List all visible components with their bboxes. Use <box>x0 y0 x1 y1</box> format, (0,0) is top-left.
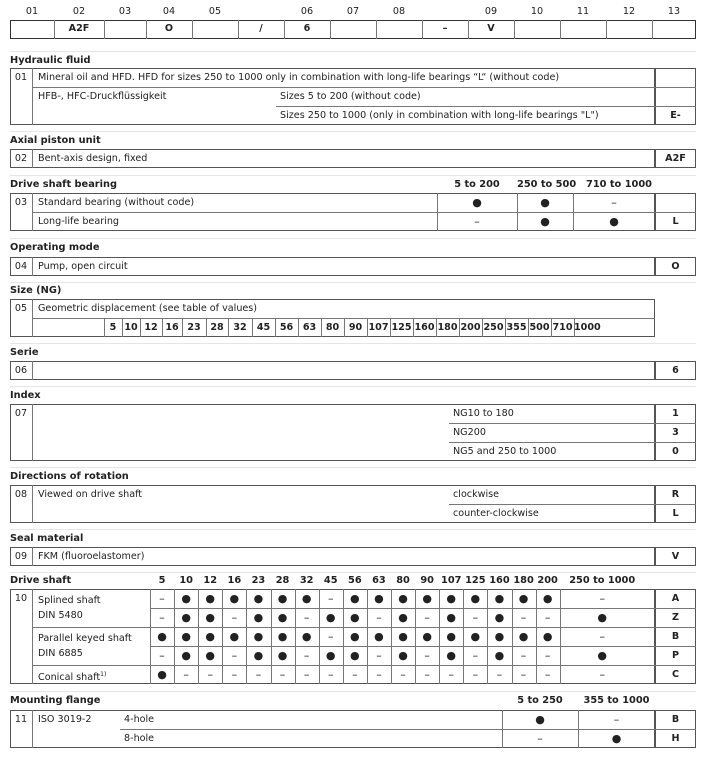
code-cell: Z <box>672 612 679 623</box>
availability-mark: ● <box>494 592 505 605</box>
code-e: E- <box>670 110 681 121</box>
shaft-type-label: Conical shaft$^{1)}$ <box>38 671 107 684</box>
col-header: 63 <box>372 575 386 586</box>
size-value: 45 <box>256 322 271 333</box>
availability-mark: ● <box>398 592 408 605</box>
availability-mark: ● <box>597 611 607 624</box>
code-r: R <box>671 489 680 500</box>
availability-mark: – <box>207 668 213 681</box>
availability-mark: – <box>544 668 551 681</box>
standard-label: ISO 3019-2 <box>38 714 92 725</box>
index-table <box>10 404 655 461</box>
availability-mark: ● <box>494 630 505 643</box>
pos-09: 09 <box>484 6 498 17</box>
availability-mark: – <box>159 592 165 605</box>
row-num: 07 <box>14 408 28 419</box>
size-value: 710 <box>552 322 573 333</box>
availability-mark: – <box>613 713 620 726</box>
availability-mark: – <box>496 668 503 681</box>
pos-04: 04 <box>162 6 176 17</box>
availability-mark: – <box>448 668 454 681</box>
pos-08: 08 <box>392 6 406 17</box>
col-header: 32 <box>299 575 314 586</box>
col-header: 125 <box>465 575 486 586</box>
availability-mark: – <box>424 649 430 662</box>
row-label: clockwise <box>453 489 500 500</box>
section-title-drive-shaft-bearing: Drive shaft bearing <box>10 179 117 190</box>
col-header: 23 <box>251 575 266 586</box>
size-value: 10 <box>124 322 138 333</box>
section-title-axial-piston-unit: Axial piston unit <box>10 135 101 146</box>
availability-mark: – <box>520 611 527 624</box>
availability-mark: – <box>255 668 262 681</box>
availability-mark: ● <box>205 592 216 605</box>
availability-mark: ● <box>205 630 216 643</box>
availability-mark: ● <box>277 649 288 662</box>
code-cell: 1 <box>672 408 679 419</box>
availability-mark: ● <box>277 611 288 624</box>
col-header: 16 <box>227 575 242 586</box>
availability-mark: – <box>183 668 189 681</box>
col-header: 250 to 1000 <box>569 575 636 586</box>
availability-mark: – <box>424 611 430 624</box>
col-header: 80 <box>396 575 410 586</box>
section-title-mounting-flange: Mounting flange <box>10 695 101 706</box>
row-label: HFB-, HFC-Druckflüssigkeit <box>38 91 167 102</box>
section-title-seal-material: Seal material <box>10 533 84 544</box>
availability-mark: – <box>159 649 165 662</box>
row-label: Pump, open circuit <box>38 261 128 272</box>
availability-mark: – <box>599 592 605 605</box>
availability-mark: ● <box>229 630 240 643</box>
availability-mark: ● <box>446 649 457 662</box>
shaft-type-label: DIN 6885 <box>38 648 83 659</box>
availability-mark: ● <box>398 611 408 624</box>
row-label: FKM (fluoroelastomer) <box>38 551 145 562</box>
availability-mark: ● <box>518 592 529 605</box>
code-l-rotation: L <box>672 508 679 519</box>
shaft-type-label: Parallel keyed shaft <box>38 633 132 644</box>
availability-mark: – <box>231 649 238 662</box>
availability-mark: – <box>327 668 334 681</box>
availability-mark: – <box>400 668 406 681</box>
section-title-size: Size (NG) <box>10 285 62 296</box>
availability-mark: ● <box>253 630 264 643</box>
availability-mark: ● <box>181 630 191 643</box>
availability-mark: – <box>472 668 479 681</box>
pos-11: 11 <box>576 6 590 17</box>
size-value: 80 <box>325 322 340 333</box>
availability-mark: ● <box>374 630 384 643</box>
section-title-serie: Serie <box>10 347 39 358</box>
availability-mark: ● <box>205 649 216 662</box>
code-o: O <box>164 23 174 34</box>
availability-mark: – <box>303 649 310 662</box>
availability-mark: ● <box>597 649 607 662</box>
availability-mark: – <box>520 649 527 662</box>
size-value: 200 <box>460 322 481 333</box>
code-box-row <box>10 20 696 39</box>
availability-mark: ● <box>470 592 481 605</box>
row-label: Bent-axis design, fixed <box>38 153 148 164</box>
availability-mark: – <box>231 668 238 681</box>
col-header: 10 <box>179 575 193 586</box>
row-label: Viewed on drive shaft <box>38 489 143 500</box>
availability-mark: ● <box>422 630 432 643</box>
size-value: 90 <box>348 322 363 333</box>
availability-mark: – <box>327 630 334 643</box>
col-header: 45 <box>323 575 338 586</box>
pos-02: 02 <box>72 6 86 17</box>
code-slash: / <box>259 23 263 34</box>
row-num: 10 <box>14 593 28 604</box>
availability-mark: ● <box>350 611 360 624</box>
row-num: 06 <box>14 365 28 376</box>
availability-mark: – <box>376 668 382 681</box>
code-v: V <box>487 23 495 34</box>
availability-mark: ● <box>472 196 482 209</box>
size-value: 500 <box>529 322 550 333</box>
availability-mark: ● <box>325 611 336 624</box>
availability-mark: – <box>472 611 479 624</box>
size-value: 180 <box>437 322 458 333</box>
availability-mark: ● <box>446 592 457 605</box>
availability-mark: – <box>520 668 527 681</box>
availability-mark: ● <box>398 630 408 643</box>
code-cell: 0 <box>672 446 679 457</box>
availability-mark: ● <box>540 215 550 228</box>
size-value: 125 <box>391 322 412 333</box>
pos-13: 13 <box>667 6 681 17</box>
availability-mark: ● <box>277 630 288 643</box>
code-cell: C <box>671 669 680 680</box>
availability-mark: – <box>231 611 238 624</box>
section-title-directions-of-rotation: Directions of rotation <box>10 471 129 482</box>
col-header: 250 to 500 <box>517 179 577 190</box>
availability-mark: – <box>303 668 310 681</box>
availability-mark: – <box>472 649 479 662</box>
col-header: 710 to 1000 <box>586 179 652 190</box>
row-num: 02 <box>14 153 28 164</box>
availability-mark: – <box>599 668 605 681</box>
availability-mark: ● <box>398 649 408 662</box>
availability-mark: – <box>159 611 165 624</box>
code-l: L <box>672 216 679 227</box>
availability-mark: – <box>376 611 382 624</box>
availability-mark: ● <box>350 630 360 643</box>
row-label: Geometric displacement (see table of values) <box>38 303 258 314</box>
availability-mark: ● <box>253 649 264 662</box>
code-6: 6 <box>303 23 311 34</box>
size-value: 28 <box>210 322 224 333</box>
row-num: 04 <box>14 261 28 272</box>
availability-mark: ● <box>446 611 457 624</box>
availability-mark: – <box>474 215 480 228</box>
size-value: 250 <box>483 322 504 333</box>
size-value: 63 <box>302 322 317 333</box>
availability-mark: ● <box>181 592 191 605</box>
section-title-drive-shaft: Drive shaft <box>10 575 72 586</box>
row-label: NG10 to 180 <box>453 408 514 419</box>
row-num: 01 <box>14 72 28 83</box>
availability-mark: ● <box>229 592 240 605</box>
availability-mark: ● <box>540 196 550 209</box>
availability-mark: ● <box>301 592 312 605</box>
col-header: 56 <box>348 575 362 586</box>
availability-mark: ● <box>494 649 505 662</box>
availability-mark: ● <box>518 630 529 643</box>
code-v-cell: V <box>671 551 680 562</box>
availability-mark: ● <box>181 649 191 662</box>
availability-mark: – <box>599 630 605 643</box>
availability-mark: – <box>327 592 334 605</box>
col-header: 107 <box>441 575 462 586</box>
col-header: 90 <box>420 575 434 586</box>
code-cell: A <box>671 593 680 604</box>
col-header: 12 <box>203 575 218 586</box>
row-label: Sizes 250 to 1000 (only in combination with long-life bearings "L") <box>280 110 599 121</box>
col-header: 200 <box>537 575 558 586</box>
availability-mark: ● <box>374 592 384 605</box>
availability-mark: ● <box>422 592 432 605</box>
col-header: 355 to 1000 <box>583 695 650 706</box>
pos-06: 06 <box>300 6 314 17</box>
code-cell: 3 <box>672 427 679 438</box>
availability-mark: ● <box>325 649 336 662</box>
row-num: 03 <box>14 197 28 208</box>
section-title-hydraulic-fluid: Hydraulic fluid <box>10 55 91 66</box>
size-value: 355 <box>506 322 527 333</box>
availability-mark: ● <box>253 611 264 624</box>
col-header: 5 <box>158 575 166 586</box>
section-title-index: Index <box>10 390 41 401</box>
code-cell: B <box>671 631 680 642</box>
availability-mark: ● <box>535 713 545 726</box>
shaft-type-label: Splined shaft <box>38 595 101 606</box>
size-value: 5 <box>109 322 117 333</box>
size-value: 32 <box>233 322 247 333</box>
pos-05: 05 <box>208 6 222 17</box>
col-header: 5 to 250 <box>517 695 563 706</box>
row-label: 8-hole <box>124 733 155 744</box>
availability-mark: ● <box>350 649 360 662</box>
size-value: 23 <box>187 322 201 333</box>
availability-mark: ● <box>157 630 167 643</box>
serie-table <box>10 361 655 380</box>
availability-mark: – <box>424 668 430 681</box>
code-dash: – <box>442 23 448 34</box>
size-value: 160 <box>414 322 435 333</box>
availability-mark: ● <box>494 611 505 624</box>
pos-10: 10 <box>530 6 544 17</box>
row-label: NG200 <box>453 427 486 438</box>
col-header: 5 to 200 <box>454 179 500 190</box>
code-a2f-cell: A2F <box>665 153 686 164</box>
code-o-cell: O <box>671 261 680 272</box>
availability-mark: – <box>611 196 617 209</box>
row-num: 05 <box>14 303 28 314</box>
row-label: Long-life bearing <box>38 216 119 227</box>
availability-mark: ● <box>277 592 288 605</box>
availability-mark: ● <box>205 611 216 624</box>
row-label: 4-hole <box>124 714 155 725</box>
pos-01: 01 <box>25 6 39 17</box>
availability-mark: ● <box>446 630 457 643</box>
size-value: 56 <box>279 322 294 333</box>
availability-mark: – <box>537 732 543 745</box>
availability-mark: – <box>544 611 551 624</box>
availability-mark: ● <box>350 592 360 605</box>
section-title-operating-mode: Operating mode <box>10 242 100 253</box>
row-label: Sizes 5 to 200 (without code) <box>280 91 421 102</box>
code-h-flange: H <box>671 733 680 744</box>
code-6-cell: 6 <box>672 365 679 376</box>
col-header: 160 <box>489 575 510 586</box>
shaft-type-label: DIN 5480 <box>38 610 83 621</box>
row-label: Mineral oil and HFD. HFD for sizes 250 to 1000 only in combination with long-life bearings “L“ (without code) <box>38 72 560 83</box>
availability-mark: ● <box>542 592 553 605</box>
availability-mark: – <box>544 649 551 662</box>
code-a2f: A2F <box>68 23 90 34</box>
availability-mark: ● <box>542 630 553 643</box>
size-value: 1000 <box>574 322 601 333</box>
availability-mark: ● <box>609 215 619 228</box>
availability-mark: – <box>279 668 286 681</box>
row-num: 09 <box>14 551 28 562</box>
row-label: Standard bearing (without code) <box>38 197 195 208</box>
pos-12: 12 <box>622 6 636 17</box>
size-value: 12 <box>144 322 158 333</box>
row-label: NG5 and 250 to 1000 <box>453 446 557 457</box>
size-value: 16 <box>165 322 179 333</box>
code-b-flange: B <box>671 714 680 725</box>
row-num: 08 <box>14 489 28 500</box>
col-header: 180 <box>513 575 534 586</box>
code-cell: P <box>671 650 680 661</box>
size-value: 107 <box>368 322 389 333</box>
availability-mark: – <box>303 611 310 624</box>
availability-mark: ● <box>301 630 312 643</box>
availability-mark: ● <box>157 668 167 681</box>
availability-mark: ● <box>611 732 622 745</box>
col-header: 28 <box>275 575 290 586</box>
row-num: 11 <box>14 714 28 725</box>
row-label: counter-clockwise <box>453 508 539 519</box>
availability-mark: – <box>376 649 382 662</box>
availability-mark: ● <box>470 630 481 643</box>
availability-mark: ● <box>253 592 264 605</box>
availability-mark: – <box>352 668 358 681</box>
pos-07: 07 <box>346 6 360 17</box>
availability-mark: ● <box>181 611 191 624</box>
pos-03: 03 <box>118 6 132 17</box>
